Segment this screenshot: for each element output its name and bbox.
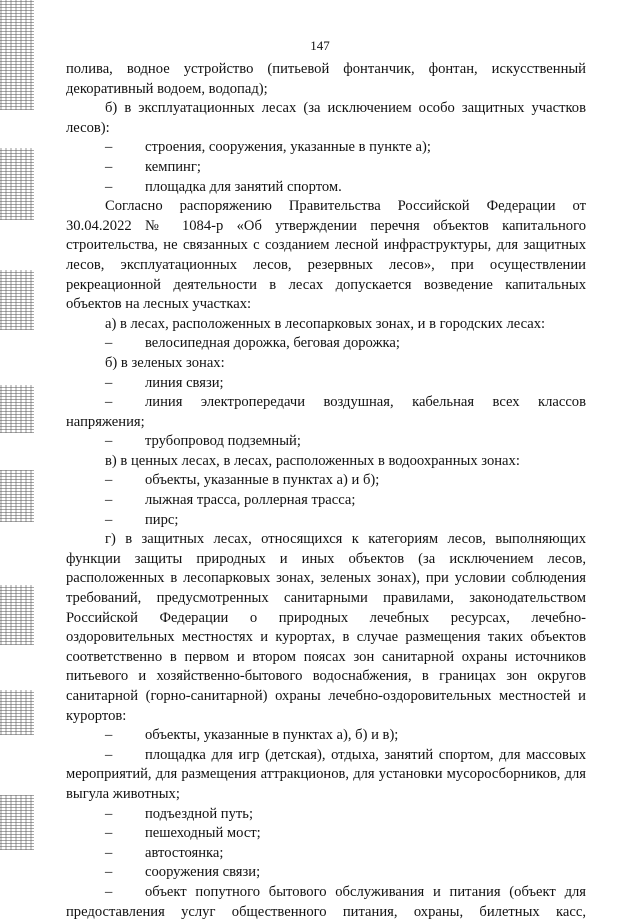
dash-bullet: – xyxy=(105,883,113,900)
dash-bullet: – xyxy=(105,374,113,391)
list-item xyxy=(66,334,586,354)
list-item-text: линия электропередачи воздушная, кабельная всех классов напряжения; xyxy=(66,394,586,430)
paragraph: в) в ценных лесах, в лесах, расположенных в водоохранных зонах: xyxy=(105,452,520,469)
paragraph: б) в зеленых зонах: xyxy=(105,354,225,371)
list-item xyxy=(66,432,586,452)
dash-bullet: – xyxy=(105,158,113,175)
list-item xyxy=(66,393,586,432)
dash-bullet: – xyxy=(105,492,113,509)
dash-bullet: – xyxy=(105,139,113,156)
list-item-text: площадка для занятий спортом. xyxy=(145,178,342,195)
paragraph: Согласно распоряжению Правительства Российской Федерации от 30.04.2022 № 1084-р «Об утверждении перечня объектов капитального строительства, не связанных с созданием лесной инфраструктуры, для защитных лесов, эксплуатационных лесов, резервных лесов», при осуществлении рекреационной деятельности в лесах допускается возведение капитальных объектов на лесных участках: xyxy=(66,198,586,313)
paragraph: полива, водное устройство (питьевой фонтанчик, фонтан, искусственный декоративный водоем, водопад); xyxy=(66,61,586,97)
dash-bullet: – xyxy=(105,746,113,763)
list-item xyxy=(66,511,586,531)
list-item xyxy=(66,844,586,864)
list-item xyxy=(66,863,586,883)
list-item-text: объекты, указанные в пунктах а) и б); xyxy=(145,472,380,489)
list-item xyxy=(66,883,586,922)
list-item xyxy=(66,726,586,746)
list-item xyxy=(66,178,586,198)
list-item xyxy=(66,491,586,511)
dash-bullet: – xyxy=(105,335,113,352)
list-item-text: трубопровод подземный; xyxy=(145,433,301,450)
list-item-text: площадка для игр (детская), отдыха, занятий спортом, для массовых мероприятий, для размещения аттракционов, для установки мусоросборников, для выгула животных; xyxy=(66,746,586,802)
dash-bullet: – xyxy=(105,394,113,411)
paragraph: а) в лесах, расположенных в лесопарковых зонах, и в городских лесах: xyxy=(105,315,546,332)
dash-bullet: – xyxy=(105,178,113,195)
scan-edge-artifact xyxy=(0,148,34,220)
list-item-text: пешеходный мост; xyxy=(145,825,261,842)
scan-edge-artifact xyxy=(0,470,34,522)
dash-bullet: – xyxy=(105,472,113,489)
list-item xyxy=(66,824,586,844)
list-item-text: автостоянка; xyxy=(145,844,224,861)
scan-edge-artifact xyxy=(0,690,34,735)
scan-edge-artifact xyxy=(0,270,34,330)
dash-bullet: – xyxy=(105,511,113,528)
list-item xyxy=(66,158,586,178)
list-item xyxy=(66,805,586,825)
list-item xyxy=(66,471,586,491)
list-item xyxy=(66,138,586,158)
dash-bullet: – xyxy=(105,825,113,842)
list-item-text: подъездной путь; xyxy=(145,805,253,822)
paragraph: б) в эксплуатационных лесах (за исключением особо защитных участков лесов): xyxy=(66,100,586,136)
list-item-text: велосипедная дорожка, беговая дорожка; xyxy=(145,335,400,352)
list-item-text: строения, сооружения, указанные в пункте а); xyxy=(145,139,431,156)
page-number: 147 xyxy=(310,38,330,53)
scan-edge-artifact xyxy=(0,0,34,110)
list-item-text: лыжная трасса, роллерная трасса; xyxy=(145,492,356,509)
scan-edge-artifact xyxy=(0,795,34,850)
scan-edge-artifact xyxy=(0,385,34,433)
scan-edge-artifact xyxy=(0,585,34,645)
list-item-text: кемпинг; xyxy=(145,158,201,175)
list-item-text: объекты, указанные в пунктах а), б) и в); xyxy=(145,727,399,744)
dash-bullet: – xyxy=(105,844,113,861)
dash-bullet: – xyxy=(105,864,113,881)
dash-bullet: – xyxy=(105,433,113,450)
list-item-text: линия связи; xyxy=(145,374,224,391)
dash-bullet: – xyxy=(105,727,113,744)
list-item xyxy=(66,746,586,805)
list-item-text: объект попутного бытового обслуживания и питания (объект для предоставления услуг общественного питания, охраны, билетных касс, xyxy=(66,883,586,920)
document-body xyxy=(66,60,586,922)
dash-bullet: – xyxy=(105,805,113,822)
list-item-text: пирс; xyxy=(145,511,179,528)
list-item-text: сооружения связи; xyxy=(145,864,261,881)
list-item xyxy=(66,374,586,394)
paragraph: г) в защитных лесах, относящихся к категориям лесов, выполняющих функции защиты природных и иных объектов (за исключением лесов, расположенных в лесопарковых зонах, зеленых зонах), при условии соблюдения требований, предусмотренных санитарными правилами, законодательством Российской Федерации о природных лечебных ресурсах, лечебно-оздоровительных местностях и курортах, в случае размещения таких объектов соответственно в первом и втором поясах зон санитарной охраны источников питьевого и хозяйственно-бытового водоснабжения, в границах зон округов санитарной (горно-санитарной) охраны лечебно-оздоровительных местностей и курортов: xyxy=(66,531,586,724)
